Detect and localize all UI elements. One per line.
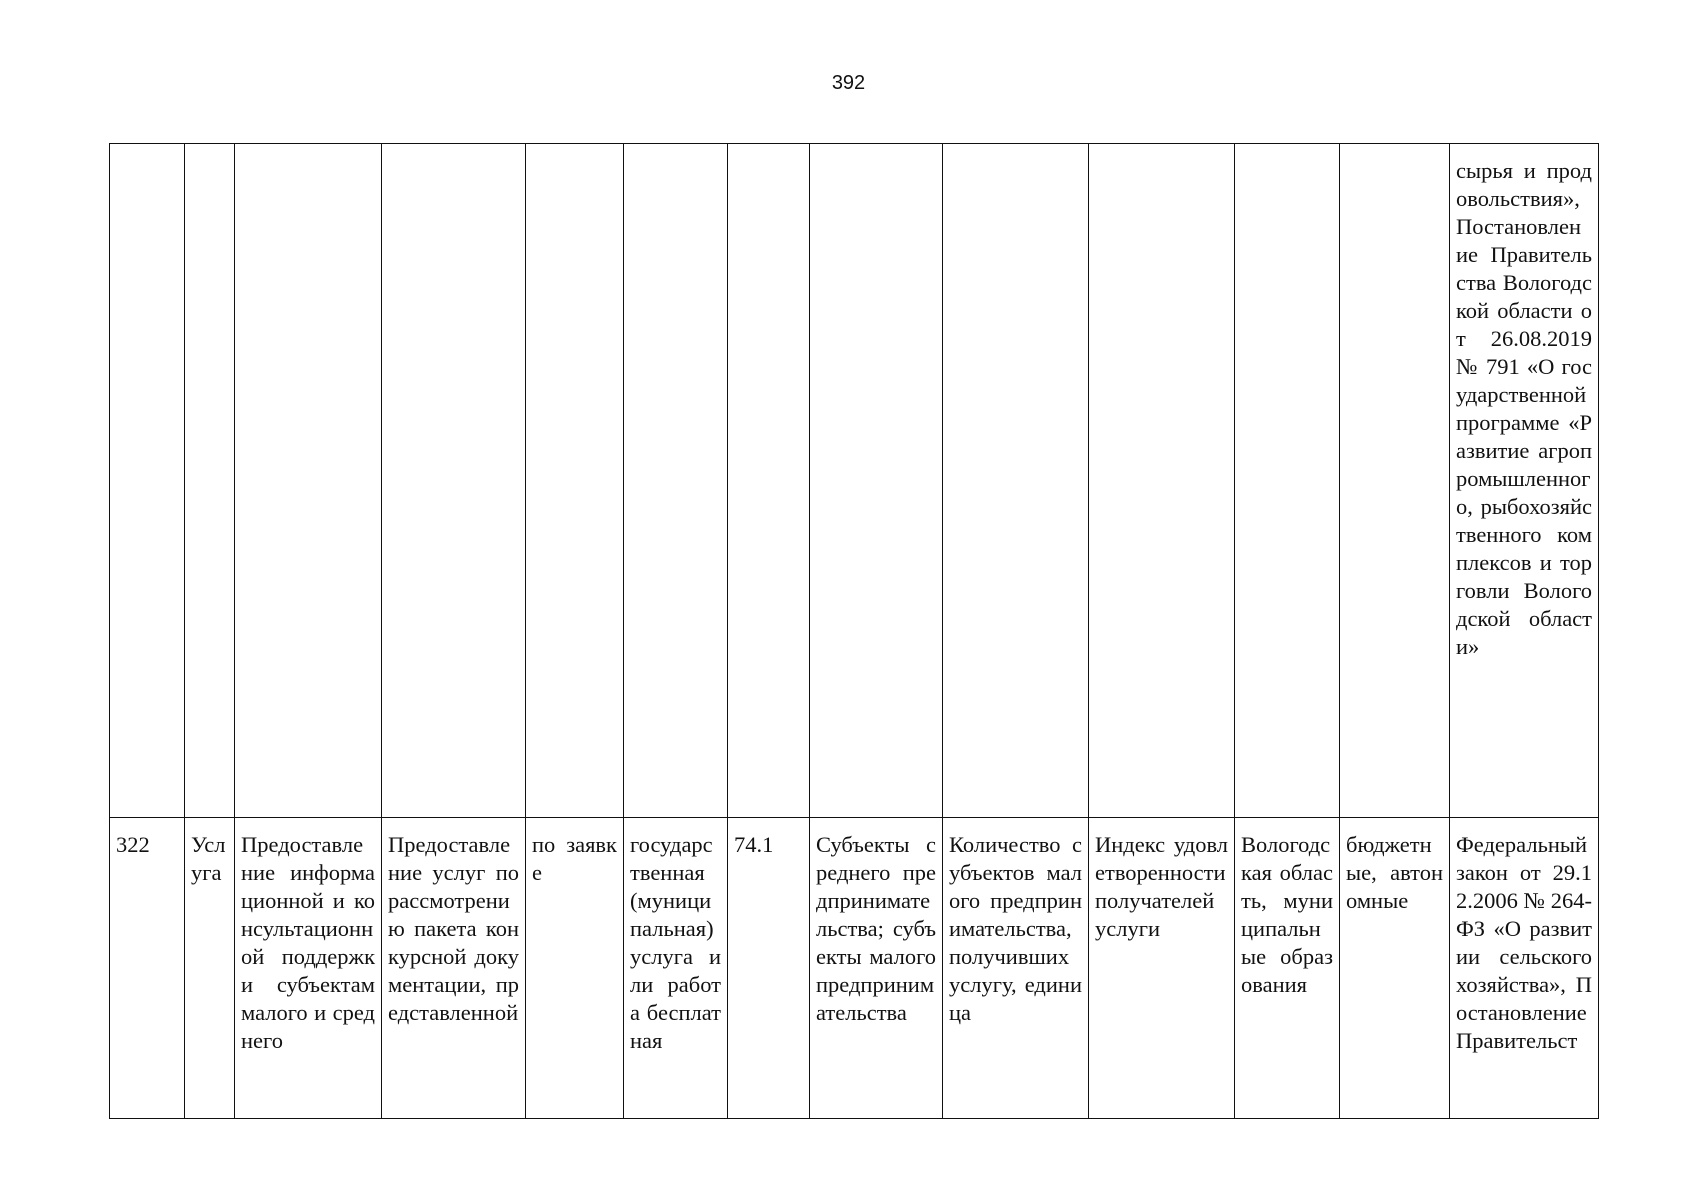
cell-service-kind: государственная (муниципальная) услуга или работа бесплатная [624,818,728,1119]
cell-volume-indicator [943,144,1089,818]
cell-service-content: Предоставление услуг по рассмотрению пакета конкурсной документации, представленной [382,818,526,1119]
cell-condition [526,144,624,818]
cell-founder: Вологодская область, муниципальные образования [1235,818,1340,1119]
cell-consumers [810,144,943,818]
cell-founder [1235,144,1340,818]
cell-service-kind [624,144,728,818]
cell-legal-basis: сырья и продовольствия», Постановление Правительства Вологодской области от 26.08.2019 № 791 «О государственной программе «Развитие агропромышленного, рыбохозяйственного комплексов и торговли Вологодской области» [1450,144,1599,818]
document-table [109,143,1599,1119]
cell-code [728,144,810,818]
cell-quality-indicator [1089,144,1235,818]
cell-institution-type [1340,144,1450,818]
page-number: 392 [831,72,866,94]
cell-consumers: Субъекты среднего предпринимательства; субъекты малого предпринимательства [810,818,943,1119]
cell-number: 322 [110,818,185,1119]
cell-type: Услуга [185,818,235,1119]
cell-service-name: Предоставление информационной и консультационной поддержки субъектам малого и среднего [235,818,382,1119]
cell-condition: по заявке [526,818,624,1119]
cell-institution-type: бюджетные, автономные [1340,818,1450,1119]
table-row [110,144,1599,818]
cell-quality-indicator: Индекс удовлетворенности получателей услуги [1089,818,1235,1119]
cell-number [110,144,185,818]
cell-legal-basis: Федеральный закон от 29.12.2006 № 264-ФЗ «О развитии сельского хозяйства», Постановление Правительст [1450,818,1599,1119]
cell-service-content [382,144,526,818]
cell-service-name [235,144,382,818]
table-row [110,818,1599,1119]
cell-type [185,144,235,818]
cell-volume-indicator: Количество субъектов малого предпринимательства, получивших услугу, единица [943,818,1089,1119]
cell-code: 74.1 [728,818,810,1119]
